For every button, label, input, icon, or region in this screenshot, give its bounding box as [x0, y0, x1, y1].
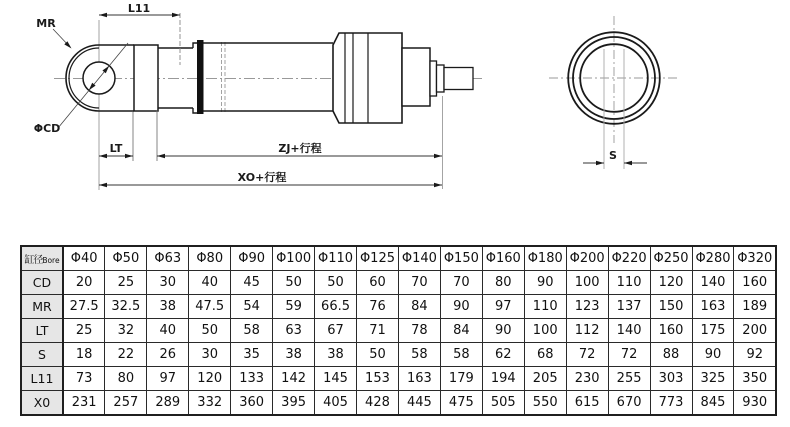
- value-cell: 50: [189, 319, 231, 343]
- value-cell: 92: [734, 343, 776, 367]
- bore-header-cell: Φ110: [315, 246, 357, 271]
- value-cell: 84: [398, 295, 440, 319]
- value-cell: 140: [608, 319, 650, 343]
- bore-corner-cell: [21, 246, 63, 271]
- table-row: [21, 295, 776, 319]
- value-cell: 71: [357, 319, 399, 343]
- value-cell: 58: [440, 343, 482, 367]
- value-cell: 78: [398, 319, 440, 343]
- value-cell: 189: [734, 295, 776, 319]
- l11-label: L11: [127, 2, 151, 15]
- seal-ring: [197, 40, 204, 114]
- value-cell: 73: [63, 367, 105, 391]
- value-cell: 35: [231, 343, 273, 367]
- value-cell: 68: [524, 343, 566, 367]
- value-cell: 200: [734, 319, 776, 343]
- xo-label: XO+行程: [237, 171, 287, 184]
- value-cell: 428: [357, 391, 399, 416]
- value-cell: 38: [315, 343, 357, 367]
- value-cell: 50: [273, 271, 315, 295]
- value-cell: 22: [105, 343, 147, 367]
- value-cell: 60: [357, 271, 399, 295]
- value-cell: 70: [398, 271, 440, 295]
- value-cell: 670: [608, 391, 650, 416]
- value-cell: 160: [734, 271, 776, 295]
- value-cell: 30: [189, 343, 231, 367]
- value-cell: 32: [105, 319, 147, 343]
- value-cell: 405: [315, 391, 357, 416]
- value-cell: 120: [650, 271, 692, 295]
- lt-label: LT: [109, 142, 123, 155]
- value-cell: 289: [147, 391, 189, 416]
- value-cell: 72: [566, 343, 608, 367]
- value-cell: 30: [147, 271, 189, 295]
- value-cell: 90: [440, 295, 482, 319]
- value-cell: 150: [650, 295, 692, 319]
- bore-header-cell: Φ90: [231, 246, 273, 271]
- value-cell: 80: [482, 271, 524, 295]
- value-cell: 255: [608, 367, 650, 391]
- corner-label-zh: 缸径: [24, 254, 43, 266]
- value-cell: 63: [273, 319, 315, 343]
- value-cell: 25: [63, 319, 105, 343]
- bore-header-cell: Φ220: [608, 246, 650, 271]
- mr-label: MR: [36, 17, 56, 30]
- value-cell: 930: [734, 391, 776, 416]
- value-cell: 90: [692, 343, 734, 367]
- value-cell: 50: [357, 343, 399, 367]
- bore-header-cell: Φ320: [734, 246, 776, 271]
- bore-header-cell: Φ100: [273, 246, 315, 271]
- bore-header-cell: Φ50: [105, 246, 147, 271]
- row-label-cell: MR: [21, 295, 63, 319]
- rod-tube: [158, 43, 197, 113]
- value-cell: 153: [357, 367, 399, 391]
- value-cell: 20: [63, 271, 105, 295]
- value-cell: 59: [273, 295, 315, 319]
- value-cell: 88: [650, 343, 692, 367]
- row-label-cell: S: [21, 343, 63, 367]
- value-cell: 66.5: [315, 295, 357, 319]
- value-cell: 505: [482, 391, 524, 416]
- value-cell: 112: [566, 319, 608, 343]
- value-cell: 163: [692, 295, 734, 319]
- value-cell: 110: [524, 295, 566, 319]
- value-cell: 84: [440, 319, 482, 343]
- bore-header-cell: Φ160: [482, 246, 524, 271]
- rod-collar-inner: [437, 65, 445, 92]
- value-cell: 194: [482, 367, 524, 391]
- value-cell: 62: [482, 343, 524, 367]
- value-cell: 54: [231, 295, 273, 319]
- value-cell: 67: [315, 319, 357, 343]
- bore-header-cell: Φ40: [63, 246, 105, 271]
- value-cell: 40: [147, 319, 189, 343]
- bore-header-cell: Φ80: [189, 246, 231, 271]
- value-cell: 90: [482, 319, 524, 343]
- s-label: S: [609, 149, 617, 162]
- value-cell: 175: [692, 319, 734, 343]
- gland-block: [134, 45, 158, 111]
- piston-rod: [444, 68, 473, 90]
- value-cell: 40: [189, 271, 231, 295]
- value-cell: 120: [189, 367, 231, 391]
- value-cell: 26: [147, 343, 189, 367]
- value-cell: 142: [273, 367, 315, 391]
- value-cell: 615: [566, 391, 608, 416]
- value-cell: 110: [608, 271, 650, 295]
- value-cell: 350: [734, 367, 776, 391]
- bore-header-cell: Φ250: [650, 246, 692, 271]
- value-cell: 845: [692, 391, 734, 416]
- value-cell: 100: [524, 319, 566, 343]
- table-row: [21, 367, 776, 391]
- end-view: [549, 16, 679, 169]
- value-cell: 25: [105, 271, 147, 295]
- row-label-cell: L11: [21, 367, 63, 391]
- zj-label: ZJ+行程: [278, 142, 322, 155]
- value-cell: 45: [231, 271, 273, 295]
- value-cell: 58: [231, 319, 273, 343]
- value-cell: 50: [315, 271, 357, 295]
- bore-header-cell: Φ200: [566, 246, 608, 271]
- corner-label-en: Bore: [42, 255, 60, 265]
- table-row: [21, 391, 776, 416]
- value-cell: 145: [315, 367, 357, 391]
- table-header-row: [21, 246, 776, 271]
- value-cell: 18: [63, 343, 105, 367]
- bore-header-cell: Φ180: [524, 246, 566, 271]
- value-cell: 395: [273, 391, 315, 416]
- barrel: [204, 43, 334, 111]
- bore-header-cell: Φ150: [440, 246, 482, 271]
- bore-header-cell: Φ280: [692, 246, 734, 271]
- value-cell: 76: [357, 295, 399, 319]
- row-label-cell: CD: [21, 271, 63, 295]
- value-cell: 445: [398, 391, 440, 416]
- value-cell: 773: [650, 391, 692, 416]
- value-cell: 332: [189, 391, 231, 416]
- side-view: [34, 2, 482, 190]
- value-cell: 100: [566, 271, 608, 295]
- value-cell: 72: [608, 343, 650, 367]
- dimension-table: [20, 245, 777, 416]
- table-row: [21, 343, 776, 367]
- value-cell: 32.5: [105, 295, 147, 319]
- value-cell: 137: [608, 295, 650, 319]
- value-cell: 90: [524, 271, 566, 295]
- value-cell: 97: [482, 295, 524, 319]
- value-cell: 230: [566, 367, 608, 391]
- value-cell: 303: [650, 367, 692, 391]
- bore-header-cell: Φ140: [398, 246, 440, 271]
- value-cell: 257: [105, 391, 147, 416]
- value-cell: 133: [231, 367, 273, 391]
- bore-header-cell: Φ63: [147, 246, 189, 271]
- cd-label: ΦCD: [33, 122, 61, 135]
- bore-header-cell: Φ125: [357, 246, 399, 271]
- rod-collar-outer: [430, 61, 437, 96]
- value-cell: 163: [398, 367, 440, 391]
- value-cell: 179: [440, 367, 482, 391]
- dimension-table-body: [21, 246, 776, 415]
- value-cell: 70: [440, 271, 482, 295]
- head-step-block: [402, 48, 430, 106]
- value-cell: 38: [147, 295, 189, 319]
- value-cell: 325: [692, 367, 734, 391]
- row-label-cell: X0: [21, 391, 63, 416]
- value-cell: 123: [566, 295, 608, 319]
- value-cell: 47.5: [189, 295, 231, 319]
- value-cell: 97: [147, 367, 189, 391]
- value-cell: 360: [231, 391, 273, 416]
- value-cell: 231: [63, 391, 105, 416]
- table-row: [21, 271, 776, 295]
- row-label-cell: LT: [21, 319, 63, 343]
- value-cell: 205: [524, 367, 566, 391]
- value-cell: 58: [398, 343, 440, 367]
- value-cell: 80: [105, 367, 147, 391]
- value-cell: 27.5: [63, 295, 105, 319]
- value-cell: 550: [524, 391, 566, 416]
- table-row: [21, 319, 776, 343]
- value-cell: 38: [273, 343, 315, 367]
- value-cell: 475: [440, 391, 482, 416]
- value-cell: 160: [650, 319, 692, 343]
- value-cell: 140: [692, 271, 734, 295]
